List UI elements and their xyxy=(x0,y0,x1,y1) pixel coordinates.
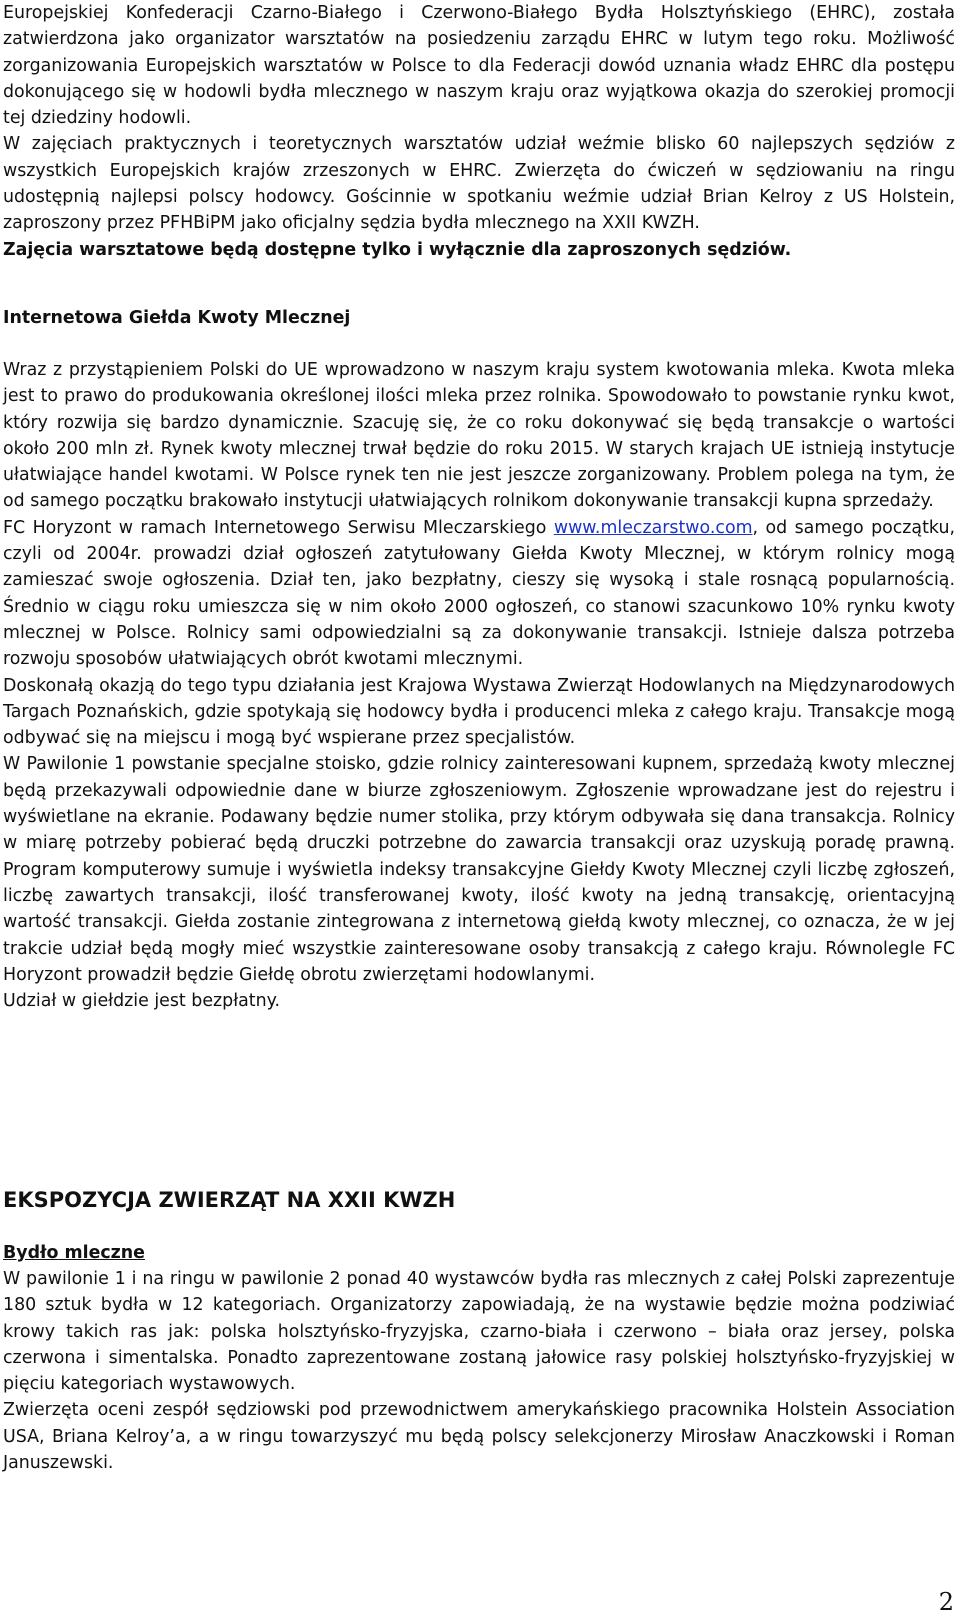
invite-only-note: Zajęcia warsztatowe będą dostępne tylko i wyłącznie dla zaproszonych sędziów. xyxy=(3,239,792,260)
mleczarstwo-link[interactable]: www.mleczarstwo.com xyxy=(553,517,753,538)
exchange-paragraph-5: Udział w giełdzie jest bezpłatny. xyxy=(3,991,280,1012)
milk-quota-exchange-section xyxy=(3,305,955,331)
exchange-heading: Internetowa Giełda Kwoty Mlecznej xyxy=(3,308,351,328)
exchange-body xyxy=(3,357,955,1014)
exchange-paragraph-3: Doskonałą okazją do tego typu działania jest Krajowa Wystawa Zwierząt Hodowlanych na Międzynarodowych Targach Poznańskich, gdzie spotykają się hodowcy bydła i producenci mleka z całego kraju. Transakcje mogą odbywać się na miejscu i mogą być wspierane przez specjalistów. xyxy=(3,675,955,749)
page-number: 2 xyxy=(938,1588,954,1616)
workshops-paragraph: W zajęciach praktycznych i teoretycznych warsztatów udział weźmie blisko 60 najlepszych sędziów z wszystkich Europejskich krajów zrzeszonych w EHRC. Zwierzęta do ćwiczeń w sędziowaniu na ringu udostępnią najlepsi polscy hodowcy. Gościnnie w spotkaniu weźmie udział Brian Kelroy z US Holstein, zaproszony przez PFHBiPM jako oficjalny sędzia bydła mlecznego na XXII KWZH. xyxy=(3,134,955,234)
exposition-section xyxy=(3,1186,955,1214)
intro-section xyxy=(3,0,955,263)
dairy-cattle-paragraph-2: Zwierzęta oceni zespół sędziowski pod przewodnictwem amerykańskiego pracownika Holstein Association USA, Briana Kelroy’a, a w ringu towarzyszyć mu będą polscy selekcjonerzy Mirosław Anaczkowski i Roman Januszewski. xyxy=(3,1400,955,1474)
exposition-heading: EKSPOZYCJA ZWIERZĄT NA XXII KWZH xyxy=(3,1188,456,1212)
dairy-cattle-paragraph-1: W pawilonie 1 i na ringu w pawilonie 2 ponad 40 wystawców bydła ras mlecznych z całej Polski zaprezentuje 180 sztuk bydła w 12 kategoriach. Organizatorzy zapowiadają, że na wystawie będzie można podziwiać krowy takich ras jak: polska holsztyńsko-fryzyjska, czarno-biała i czerwono – biała oraz jersey, polska czerwona i simentalska. Ponadto zaprezentowane zostaną jałowice rasy polskiej holsztyńsko-fryzyjskiej w pięciu kategoriach wystawowych. xyxy=(3,1269,955,1395)
dairy-cattle-subheading: Bydło mleczne xyxy=(3,1243,145,1263)
exchange-paragraph-2-end: , od samego początku, czyli od 2004r. prowadzi dział ogłoszeń zatytułowany Giełda Kwoty Mlecznej, w którym rolnicy mogą zamieszać swoje ogłoszenia. Dział ten, jako bezpłatny, cieszy się wysoką i stale rosnącą popularnością. Średnio w ciągu roku umieszcza się w nim około 2000 ogłoszeń, co stanowi szacunkowo 10% rynku kwoty mlecznej w Polsce. Rolnicy sami odpowiedzialni są za dokonywanie transakcji. Istnieje dalsza potrzeba rozwoju sposobów ułatwiających obrót kwotami mlecznymi. xyxy=(3,517,955,670)
intro-paragraph: Europejskiej Konfederacji Czarno-Białego i Czerwono-Białego Bydła Holsztyńskiego (EHRC), została zatwierdzona jako organizator warsztatów na posiedzeniu zarządu EHRC w lutym tego roku. Możliwość zorganizowania Europejskich warsztatów w Polsce to dla Federacji dowód uznania władz EHRC dla postępu dokonującego się w hodowli bydła mlecznego w naszym kraju oraz wyjątkowa okazja do szerokiej promocji tej dziedziny hodowli. xyxy=(3,3,955,129)
exchange-paragraph-2-start: FC Horyzont w ramach Internetowego Serwisu Mleczarskiego xyxy=(3,517,554,538)
exchange-paragraph-1: Wraz z przystąpieniem Polski do UE wprowadzono w naszym kraju system kwotowania mleka. Kwota mleka jest to prawo do produkowania określonej ilości mleka przez rolnika. Spowodowało to powstanie rynku kwot, który rozwija się bardzo dynamicznie. Szacuję się, że co roku dokonywać się będą transakcje o wartości około 200 mln zł. Rynek kwoty mlecznej trwał będzie do roku 2015. W starych krajach UE istnieją instytucje ułatwiające handel kwotami. W Polsce rynek ten nie jest jeszcze zorganizowany. Problem polega na tym, że od samego początku brakowało instytucji ułatwiających rolnikom dokonywanie transakcji kupna sprzedaży. xyxy=(3,360,955,512)
dairy-cattle-section xyxy=(3,1240,955,1476)
exchange-paragraph-4: W Pawilonie 1 powstanie specjalne stoisko, gdzie rolnicy zainteresowani kupnem, sprzedażą kwoty mlecznej będą przekazywali odpowiednie dane w biurze zgłoszeniowym. Zgłoszenie wprowadzane jest do rejestru i wyświetlane na ekranie. Podawany będzie numer stolika, przy którym odbywała się dana transakcja. Rolnicy w miarę potrzeby pobierać będą druczki potrzebne do zawarcia transakcji oraz uzyskują poradę prawną. Program komputerowy sumuje i wyświetla indeksy transakcyjne Giełdy Kwoty Mlecznej czyli liczbę zgłoszeń, liczbę zawartych transakcji, ilość transferowanej kwoty, ilość kwoty na jedną transakcję, orientacyjną wartość transakcji. Giełda zostanie zintegrowana z internetową giełdą kwoty mlecznej, co oznacza, że w jej trakcie udział będą mogły mieć wszystkie zainteresowane osoby transakcją z całego kraju. Równolegle FC Horyzont prowadził będzie Giełdę obrotu zwierzętami hodowlanymi. xyxy=(3,754,955,985)
exchange-paragraph-2 xyxy=(3,515,955,673)
